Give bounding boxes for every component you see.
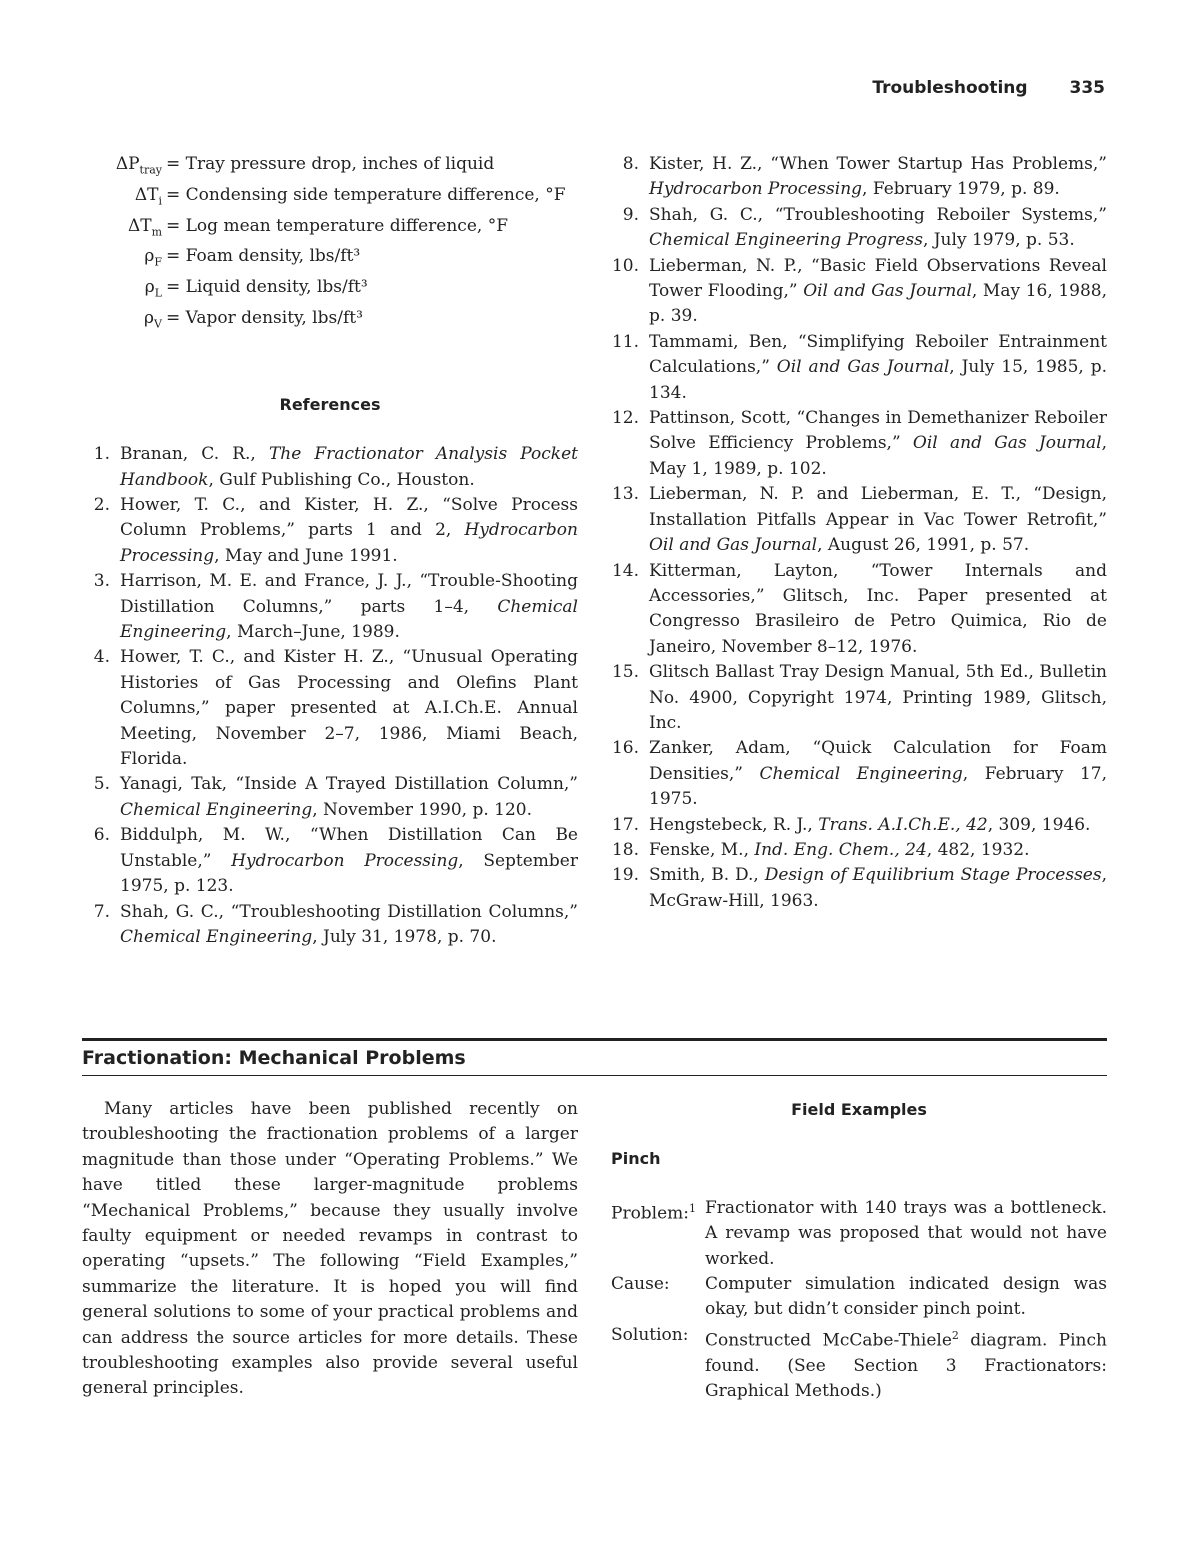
cause-row <box>611 1272 1107 1323</box>
reference-number: 14. <box>611 560 639 581</box>
reference-number: 17. <box>611 814 639 835</box>
reference-number: 2. <box>93 495 110 515</box>
nomenclature-list <box>82 152 578 337</box>
left-column-top <box>82 152 578 950</box>
field-examples-column <box>611 1097 1107 1405</box>
nom-subscript: F <box>154 255 162 269</box>
nomenclature-item <box>82 152 578 183</box>
intro-column <box>82 1097 578 1402</box>
nom-symbol: ρ <box>144 277 155 298</box>
reference-item: 19. Smith, B. D., Design of Equilibrium Stage Processes, McGraw-Hill, 1963. <box>611 863 1107 914</box>
reference-item: 3. Harrison, M. E. and France, J. J., “Trouble-Shooting Distillation Columns,” parts 1–4, Chemical Engineering, March–June, 1989. <box>82 569 578 645</box>
reference-item: 18. Fenske, M., Ind. Eng. Chem., 24, 482, 1932. <box>611 838 1107 863</box>
pinch-example <box>611 1196 1107 1405</box>
reference-item: 12. Pattinson, Scott, “Changes in Demethanizer Reboiler Solve Efficiency Problems,” Oil and Gas Journal, May 1, 1989, p. 102. <box>611 406 1107 482</box>
reference-item: 13. Lieberman, N. P. and Lieberman, E. T., “Design, Installation Pitfalls Appear in Vac Tower Retrofit,” Oil and Gas Journal, August 26, 1991, p. 57. <box>611 482 1107 558</box>
reference-number: 9. <box>622 204 639 225</box>
nom-definition: = Vapor density, lbs/ft³ <box>166 307 363 328</box>
reference-number: 7. <box>93 901 110 922</box>
nom-definition: = Foam density, lbs/ft³ <box>166 246 361 267</box>
reference-item: 5. Yanagi, Tak, “Inside A Trayed Distillation Column,” Chemical Engineering, November 1990, p. 120. <box>82 772 578 823</box>
reference-item: 10. Lieberman, N. P., “Basic Field Observations Reveal Tower Flooding,” Oil and Gas Journal, May 16, 1988, p. 39. <box>611 254 1107 330</box>
reference-number: 1. <box>93 444 110 465</box>
nom-subscript: L <box>154 286 162 300</box>
nomenclature-item <box>82 244 578 275</box>
references-list-right <box>611 152 1107 914</box>
reference-item: 1. Branan, C. R., The Fractionator Analysis Pocket Handbook, Gulf Publishing Co., Houston. <box>82 442 578 493</box>
right-column-top <box>611 152 1107 914</box>
reference-item: 11. Tammami, Ben, “Simplifying Reboiler Entrainment Calculations,” Oil and Gas Journal, July 15, 1985, p. 134. <box>611 330 1107 406</box>
nomenclature-item <box>82 275 578 306</box>
footnote-marker: 2 <box>951 1328 959 1342</box>
field-examples-heading: Field Examples <box>791 1100 927 1119</box>
nomenclature-item <box>82 214 578 245</box>
problem-row <box>611 1196 1107 1272</box>
reference-item: 2. Hower, T. C., and Kister, H. Z., “Solve Process Column Problems,” parts 1 and 2, Hydrocarbon Processing, May and June 1991. <box>82 493 578 569</box>
nom-symbol: ρ <box>144 246 155 267</box>
reference-number: 4. <box>93 647 110 668</box>
reference-number: 13. <box>611 484 639 505</box>
reference-number: 8. <box>622 154 639 174</box>
intro-paragraph: Many articles have been published recently on troubleshooting the fractionation problems of a larger magnitude than those under “Operating Problems.” We have titled these larger-magnitude problems “Mechanical Problems,” because they usually involve faulty equipment or needed revamps in contrast to operating “upsets.” The following “Field Examples,” summarize the literature. It is hoped you will find general solutions to some of your practical problems and can address the source articles for more details. These troubleshooting examples also provide several useful general principles. <box>82 1099 578 1399</box>
reference-item: 4. Hower, T. C., and Kister H. Z., “Unusual Operating Histories of Gas Processing and Olefins Plant Columns,” paper presented at A.I.Ch.E. Annual Meeting, November 2–7, 1986, Miami Beach, Florida. <box>82 645 578 772</box>
problem-text: Fractionator with 140 trays was a bottleneck. A revamp was proposed that would not have worked. <box>705 1197 1107 1269</box>
nom-definition: = Condensing side temperature difference, °F <box>166 184 566 205</box>
nom-symbol: ρ <box>144 307 155 328</box>
reference-item: 14. Kitterman, Layton, “Tower Internals and Accessories,” Glitsch, Inc. Paper presented at Congresso Brasileiro de Petro Quimica, Rio de Janeiro, November 8–12, 1976. <box>611 559 1107 661</box>
nom-symbol: ΔT <box>134 184 159 205</box>
reference-number: 11. <box>611 331 639 352</box>
cause-label: Cause: <box>611 1274 670 1295</box>
nomenclature-item <box>82 306 578 337</box>
section-title-bar <box>82 1038 1107 1076</box>
reference-number: 5. <box>93 774 110 795</box>
nom-symbol: ΔT <box>127 215 152 236</box>
reference-number: 3. <box>93 571 110 592</box>
reference-item: 16. Zanker, Adam, “Quick Calculation for Foam Densities,” Chemical Engineering, February 17, 1975. <box>611 736 1107 812</box>
footnote-marker: 1 <box>689 1201 697 1215</box>
nom-subscript: m <box>151 224 162 238</box>
reference-item: 15. Glitsch Ballast Tray Design Manual, 5th Ed., Bulletin No. 4900, Copyright 1974, Printing 1989, Glitsch, Inc. <box>611 660 1107 736</box>
reference-number: 10. <box>611 255 639 276</box>
page-number: 335 <box>1069 78 1105 98</box>
solution-row: Solution: Constructed McCabe-Thiele$^2$ diagram. Pinch found. (See Section 3 Fractionators: Graphical Methods.) <box>611 1323 1107 1405</box>
nom-symbol: ΔP <box>115 154 140 174</box>
reference-number: 12. <box>611 408 639 429</box>
reference-item: 9. Shah, G. C., “Troubleshooting Reboiler Systems,” Chemical Engineering Progress, July 1979, p. 53. <box>611 203 1107 254</box>
nom-subscript: V <box>154 317 162 331</box>
problem-label: Problem: <box>611 1203 690 1224</box>
nom-definition: = Log mean temperature difference, °F <box>166 215 508 236</box>
references-list-left <box>82 442 578 950</box>
cause-text: Computer simulation indicated design was okay, but didn’t consider pinch point. <box>705 1274 1107 1320</box>
reference-number: 6. <box>93 825 110 846</box>
reference-number: 18. <box>611 839 639 860</box>
nom-subscript: i <box>158 194 162 208</box>
reference-item: 17. Hengstebeck, R. J., Trans. A.I.Ch.E., 42, 309, 1946. <box>611 813 1107 838</box>
nom-definition: = Liquid density, lbs/ft³ <box>166 277 368 298</box>
solution-label: Solution: <box>611 1324 689 1345</box>
section-title: Fractionation: Mechanical Problems <box>82 1047 466 1069</box>
header-title: Troubleshooting <box>872 78 1028 98</box>
nomenclature-item <box>82 183 578 214</box>
reference-item: 8. Kister, H. Z., “When Tower Startup Has Problems,” Hydrocarbon Processing, February 1979, p. 89. <box>611 152 1107 203</box>
solution-text: Constructed McCabe-Thiele <box>705 1330 952 1351</box>
references-heading: References <box>279 394 381 414</box>
pinch-subheading: Pinch <box>611 1149 661 1169</box>
reference-number: 19. <box>611 865 639 886</box>
nom-definition: = Tray pressure drop, inches of liquid <box>166 154 495 174</box>
reference-number: 15. <box>611 662 639 683</box>
reference-number: 16. <box>611 738 639 759</box>
reference-item: 6. Biddulph, M. W., “When Distillation Can Be Unstable,” Hydrocarbon Processing, September 1975, p. 123. <box>82 823 578 899</box>
running-header <box>872 78 1105 98</box>
reference-item: 7. Shah, G. C., “Troubleshooting Distillation Columns,” Chemical Engineering, July 31, 1978, p. 70. <box>82 900 578 951</box>
nom-subscript: tray <box>139 163 162 177</box>
